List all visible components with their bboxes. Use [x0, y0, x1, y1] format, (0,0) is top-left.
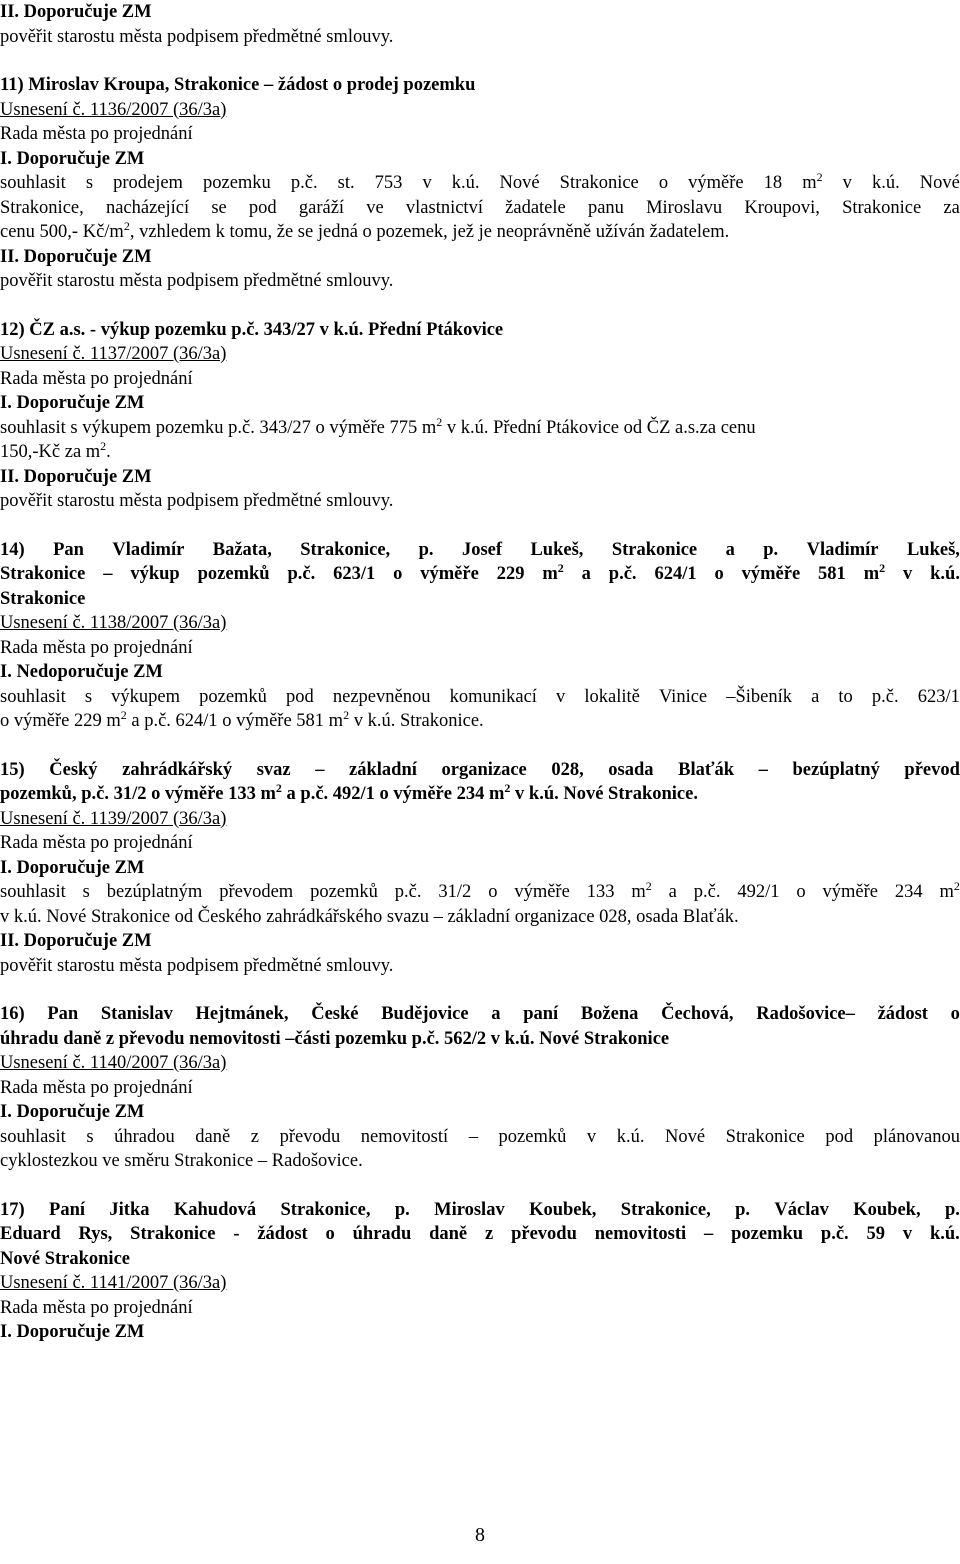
word: Strakonice	[842, 197, 922, 218]
word: v	[842, 173, 852, 193]
word: Miroslavu	[646, 197, 723, 218]
word: Eduard	[0, 1224, 61, 1244]
word: 31/2	[438, 882, 472, 902]
resolution-number: Usnesení č. 1141/2007 (36/3a)	[0, 1273, 227, 1293]
word: žádost	[257, 1224, 308, 1244]
word: k.ú.	[616, 1126, 645, 1147]
word: Strakonice	[0, 564, 86, 584]
text-line: pověřit starostu města podpisem předmětné smlouvy.	[0, 26, 394, 47]
bold-heading-line: II. Doporučuje ZM	[0, 2, 152, 22]
paragraph-spacer	[0, 978, 960, 1002]
word: výkupem	[111, 686, 181, 707]
word: o	[658, 173, 669, 193]
word: s	[85, 173, 94, 193]
word: Božena	[580, 1004, 639, 1024]
word: 18	[763, 173, 783, 193]
word: pod	[248, 197, 277, 218]
text-line: pověřit starostu města podpisem předmětné smlouvy.	[0, 271, 394, 291]
superscript-exponent: 2	[504, 780, 511, 795]
word: Strakonice,	[300, 539, 391, 560]
word: p.	[394, 1199, 410, 1220]
bold-heading-line: 11) Miroslav Kroupa, Strakonice – žádost o prodej pozemku	[0, 75, 476, 95]
word: Lukeš,	[906, 539, 960, 560]
text-line	[0, 880, 960, 905]
text-line: Rada města po projednání	[0, 1077, 193, 1098]
word: Blaťák	[678, 759, 735, 780]
word: 028,	[551, 759, 584, 780]
word: Kroupovi,	[744, 197, 820, 218]
word: za	[943, 197, 960, 218]
word: –	[468, 1126, 478, 1147]
word: souhlasit	[0, 686, 66, 707]
text-line: Rada města po projednání	[0, 637, 193, 658]
word: $m^2$	[542, 560, 564, 584]
word: 229	[496, 564, 525, 584]
word: vlastnictví	[405, 197, 483, 218]
word: s	[86, 1126, 94, 1147]
word: organizace	[441, 759, 527, 780]
bold-heading-line: I. Doporučuje ZM	[0, 1102, 145, 1122]
word: Bažata,	[212, 539, 272, 560]
word: 59	[866, 1224, 885, 1244]
page-number: 8	[475, 1524, 485, 1546]
word: –	[315, 759, 325, 780]
word: -	[233, 1224, 240, 1244]
bold-heading-line: Nové Strakonice	[0, 1248, 130, 1269]
word: nemovitostí	[360, 1126, 449, 1147]
text-line: v k.ú. Nové Strakonice od Českého zahrádkářského svazu – základní organizace 028, osada Blaťák.	[0, 906, 739, 927]
superscript-exponent: 2	[879, 560, 886, 575]
word: 234	[894, 882, 923, 902]
paragraph-spacer	[0, 49, 960, 73]
text-line: Rada města po projednání	[0, 124, 193, 144]
word: 15)	[0, 759, 25, 780]
word: Budějovice	[381, 1004, 469, 1024]
word: p.č.	[871, 686, 899, 707]
word: p.č.	[820, 1224, 849, 1244]
text-line	[0, 196, 960, 221]
text-line: cyklostezkou ve směru Strakonice – Radošovice.	[0, 1151, 363, 1171]
word: daně	[195, 1126, 231, 1147]
word: $m^2$	[802, 169, 823, 193]
word: –Šibeník	[726, 686, 793, 707]
superscript-exponent: 2	[645, 878, 652, 893]
word: Nové	[499, 173, 540, 193]
word: s	[84, 686, 93, 707]
word: o	[393, 564, 403, 584]
word: Nové	[919, 173, 960, 193]
text-line: Rada města po projednání	[0, 1297, 193, 1318]
word: panu	[587, 197, 624, 218]
word: Miroslav	[434, 1199, 505, 1220]
word: a	[725, 539, 735, 560]
word: pod	[286, 686, 314, 707]
word: o	[796, 882, 806, 902]
word: 133	[586, 882, 615, 902]
word: pozemků	[310, 882, 378, 902]
word: nemovitosti	[594, 1224, 687, 1244]
word: st.	[337, 173, 355, 193]
word: pod	[825, 1126, 854, 1147]
word: Strakonice	[559, 173, 639, 193]
superscript-exponent: 2	[557, 560, 564, 575]
word: Strakonice	[611, 539, 698, 560]
resolution-number: Usnesení č. 1140/2007 (36/3a)	[0, 1053, 227, 1073]
word: pozemku	[203, 173, 271, 193]
word: p.č.	[693, 882, 721, 902]
word: Josef	[461, 539, 503, 560]
word: úhradou	[114, 1126, 175, 1147]
bold-heading-line: 12) ČZ a.s. - výkup pozemku p.č. 343/27 v k.ú. Přední Ptákovice	[0, 319, 504, 340]
word: v	[903, 564, 913, 584]
word: pozemků	[197, 564, 270, 584]
bold-heading-line: II. Doporučuje ZM	[0, 246, 152, 267]
word: výměře	[822, 882, 878, 902]
word: Radošovice–	[756, 1004, 855, 1024]
word: Český	[49, 759, 98, 780]
word: Václav	[774, 1199, 829, 1220]
bold-heading-line: I. Nedoporučuje ZM	[0, 662, 163, 682]
word: ve	[366, 197, 384, 218]
word: České	[311, 1004, 359, 1024]
word: p.č.	[290, 173, 318, 193]
word: výkup	[130, 564, 180, 584]
word: lokalitě	[584, 686, 640, 707]
word: výměře	[741, 564, 801, 584]
word: prodejem	[113, 173, 183, 193]
word: 492/1	[737, 882, 780, 902]
word: základní	[349, 759, 417, 780]
text-line: pověřit starostu města podpisem předmětné smlouvy.	[0, 491, 394, 511]
bold-heading-line: Strakonice	[0, 588, 86, 609]
text-line	[0, 171, 960, 196]
word: to	[838, 686, 853, 707]
word: převodu	[511, 1224, 577, 1244]
word: Paní	[49, 1199, 86, 1220]
word: o	[714, 564, 724, 584]
paragraph-spacer	[0, 734, 960, 758]
word: Jitka	[109, 1199, 150, 1220]
word: a	[581, 564, 591, 584]
word: Pan	[53, 539, 84, 560]
bold-heading-line: II. Doporučuje ZM	[0, 931, 152, 951]
word: p.č.	[287, 564, 316, 584]
word: p.	[763, 539, 779, 560]
word: a	[811, 686, 820, 707]
text-line	[0, 685, 960, 710]
word: Hejtmánek,	[195, 1004, 289, 1024]
word: Strakonice,	[620, 1199, 711, 1220]
word: Strakonice	[130, 1224, 216, 1244]
word: Čechová,	[661, 1004, 734, 1024]
word: Nové	[665, 1126, 706, 1147]
word: $m^2$	[631, 878, 652, 902]
word: zahrádkářský	[122, 759, 233, 780]
word: úhradu	[352, 1224, 412, 1244]
word: Strakonice	[725, 1126, 805, 1147]
word: 16)	[0, 1004, 25, 1024]
word: převodem	[219, 882, 294, 902]
word: Lukeš,	[530, 539, 584, 560]
word: p.	[735, 1199, 751, 1220]
word: svaz	[256, 759, 291, 780]
bold-heading-line: I. Doporučuje ZM	[0, 1322, 145, 1342]
word: 753	[374, 173, 403, 193]
word: z	[250, 1126, 260, 1147]
word: o	[488, 882, 498, 902]
bold-heading-line	[0, 1198, 960, 1223]
word: výměře	[514, 882, 570, 902]
word: osada	[608, 759, 654, 780]
bold-heading-line: II. Doporučuje ZM	[0, 466, 152, 487]
word: výměře	[688, 173, 744, 193]
bold-heading-line: I. Doporučuje ZM	[0, 857, 145, 878]
word: pozemků	[199, 686, 267, 707]
word: Strakonice,	[0, 197, 84, 218]
word: žádost	[877, 1004, 928, 1024]
word: Strakonice,	[280, 1199, 371, 1220]
word: Koubek,	[529, 1199, 597, 1220]
word: paní	[523, 1004, 559, 1024]
word: $m^2$	[939, 878, 960, 902]
word: 623/1	[333, 564, 376, 584]
word: Rys,	[78, 1224, 113, 1244]
word: nacházející	[105, 197, 190, 218]
word: nezpevněnou	[332, 686, 431, 707]
bold-heading-line: úhradu daně z převodu nemovitosti –části pozemku p.č. 562/2 v k.ú. Nové Strakonice	[0, 1028, 670, 1049]
superscript-exponent: 2	[436, 414, 443, 429]
superscript-exponent: 2	[343, 707, 350, 722]
word: p.	[944, 1199, 960, 1220]
word: žadatele	[505, 197, 566, 218]
bold-heading-line: I. Doporučuje ZM	[0, 393, 145, 413]
word: komunikací	[449, 686, 537, 707]
superscript-exponent: 2	[953, 878, 960, 893]
word: Vinice	[658, 686, 708, 707]
word: v	[586, 1126, 597, 1147]
word: souhlasit	[0, 1126, 66, 1147]
word: výměře	[420, 564, 479, 584]
text-line: o výměře 229 $m^2$ a p.č. 624/1 o výměře 581 $m^2$ v k.ú. Strakonice.	[0, 707, 484, 731]
word: k.ú.	[929, 1224, 960, 1244]
word: bezúplatný	[792, 759, 880, 780]
word: –	[758, 759, 768, 780]
word: 14)	[0, 539, 25, 560]
word: 624/1	[654, 564, 697, 584]
word: souhlasit	[0, 882, 66, 902]
word: 623/1	[917, 686, 960, 707]
paragraph-spacer	[0, 294, 960, 318]
word: plánovanou	[873, 1126, 960, 1147]
word: o	[325, 1224, 335, 1244]
word: z	[485, 1224, 494, 1244]
bold-heading-line: pozemků, p.č. 31/2 o výměře 133 $m^2$ a p.č. 492/1 o výměře 234 $m^2$ v k.ú. Nové Strakonice.	[0, 780, 698, 804]
word: k.ú.	[930, 564, 960, 584]
word: p.č.	[608, 564, 637, 584]
word: 17)	[0, 1199, 25, 1220]
superscript-exponent: 2	[120, 707, 127, 722]
paragraph-spacer	[0, 514, 960, 538]
resolution-number: Usnesení č. 1137/2007 (36/3a)	[0, 344, 227, 364]
word: $m^2$	[863, 560, 886, 584]
text-line	[0, 1125, 960, 1150]
word: s	[82, 882, 90, 902]
resolution-number: Usnesení č. 1138/2007 (36/3a)	[0, 613, 227, 633]
resolution-number: Usnesení č. 1136/2007 (36/3a)	[0, 99, 227, 120]
word: o	[950, 1004, 960, 1024]
bold-heading-line	[0, 1222, 960, 1247]
word: pozemku	[731, 1224, 804, 1244]
word: Vladimír	[806, 539, 879, 560]
word: v	[902, 1224, 913, 1244]
word: a	[491, 1004, 501, 1024]
superscript-exponent: 2	[123, 218, 130, 233]
word: v	[422, 173, 432, 193]
bold-heading-line	[0, 1002, 960, 1027]
paragraph-spacer	[0, 1174, 960, 1198]
resolution-number: Usnesení č. 1139/2007 (36/3a)	[0, 808, 227, 829]
text-line: souhlasit s výkupem pozemku p.č. 343/27 o výměře 775 $m^2$ v k.ú. Přední Ptákovice od ČZ a.s.za cenu	[0, 414, 756, 438]
text-line: pověřit starostu města podpisem předmětné smlouvy.	[0, 955, 394, 976]
word: –	[103, 564, 113, 584]
word: a	[668, 882, 677, 902]
word: Pan	[47, 1004, 79, 1024]
word: Koubek,	[853, 1199, 921, 1220]
superscript-exponent: 2	[816, 169, 823, 184]
word: souhlasit	[0, 173, 66, 193]
word: se	[211, 197, 227, 218]
word: 581	[818, 564, 846, 584]
word: –	[704, 1224, 714, 1244]
bold-heading-line	[0, 538, 960, 563]
text-line: Rada města po projednání	[0, 833, 193, 853]
bold-heading-line	[0, 562, 960, 587]
word: daně	[429, 1224, 468, 1244]
word: k.ú.	[451, 173, 480, 193]
word: převodu	[279, 1126, 341, 1147]
word: pozemků	[498, 1126, 567, 1147]
bold-heading-line	[0, 758, 960, 783]
word: p.	[418, 539, 434, 560]
word: v	[556, 686, 566, 707]
word: Stanislav	[100, 1004, 173, 1024]
word: bezúplatným	[106, 882, 203, 902]
word: převod	[904, 759, 960, 780]
word: k.ú.	[871, 173, 900, 193]
word: p.č.	[394, 882, 422, 902]
superscript-exponent: 2	[100, 438, 107, 453]
word: Kahudová	[173, 1199, 257, 1220]
text-line: cenu 500,- $Kč/m^2$, vzhledem k tomu, že se jedná o pozemek, jež je neoprávněně užíván žadatelem.	[0, 218, 730, 242]
text-line: Rada města po projednání	[0, 368, 193, 389]
bold-heading-line: I. Doporučuje ZM	[0, 148, 145, 169]
superscript-exponent: 2	[275, 780, 282, 795]
text-line: 150,-Kč za $m^2$.	[0, 438, 111, 462]
word: garáží	[298, 197, 345, 218]
word: Vladimír	[112, 539, 185, 560]
